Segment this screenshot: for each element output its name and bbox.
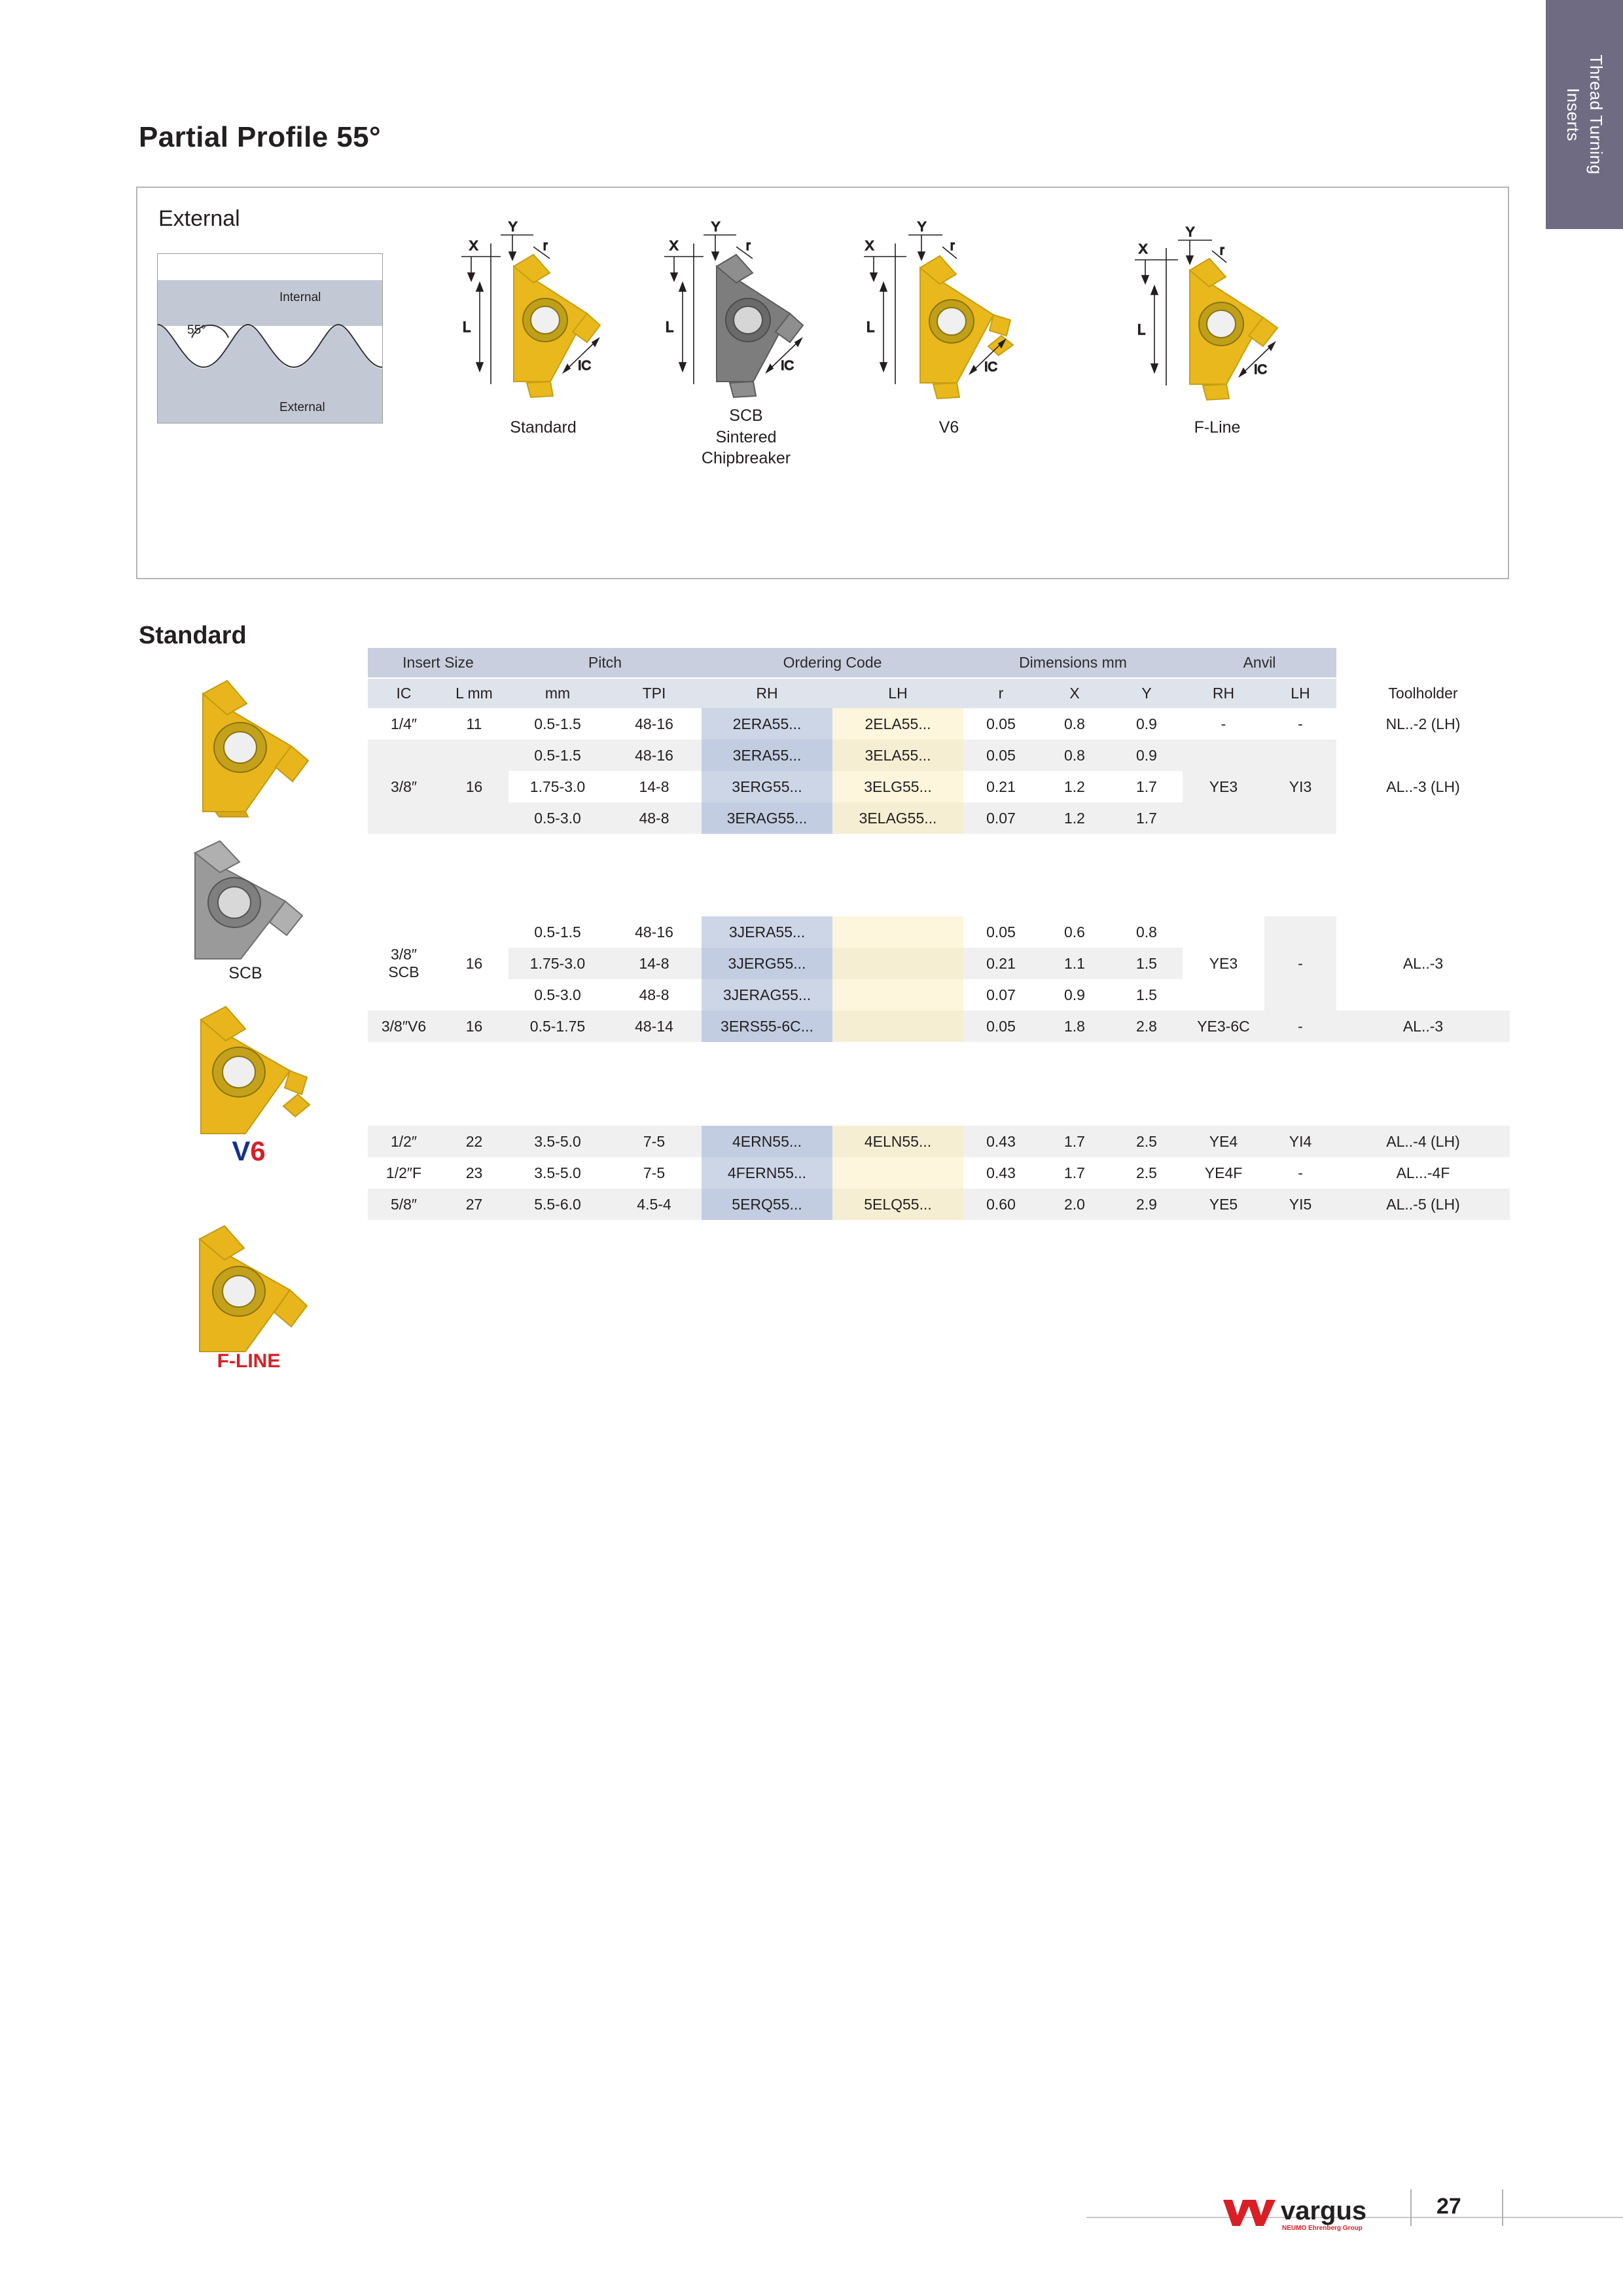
cell-rh-code: 3ERA55... — [702, 740, 832, 771]
footer-bar-left — [1410, 2189, 1412, 2226]
group-header-blank — [1336, 648, 1510, 678]
svg-text:X: X — [865, 239, 874, 253]
cell-anvil-rh: YE4F — [1204, 1164, 1243, 1181]
table-row — [368, 1011, 1510, 1042]
cell-r: 0.05 — [963, 1011, 1039, 1042]
scb-image-caption: SCB — [228, 964, 262, 982]
cell-y: 1.7 — [1111, 802, 1183, 834]
page-number: 27 — [1436, 2194, 1461, 2219]
cell-anvil-lh: YI3 — [1264, 740, 1336, 834]
figure-standard-caption: Standard — [510, 418, 577, 437]
cell-tpi: 48-16 — [607, 740, 702, 771]
cell-x: 1.2 — [1039, 802, 1111, 834]
svg-text:55°: 55° — [187, 323, 206, 337]
page-title: Partial Profile 55° — [139, 121, 382, 153]
table-row — [368, 740, 1510, 771]
standard-spec-table-wrapper — [368, 648, 1510, 1220]
cell-l: 23 — [465, 1164, 483, 1181]
cell-mm: 0.5-1.5 — [534, 715, 581, 732]
cell-y: 2.8 — [1111, 1011, 1183, 1042]
cell-tpi: 7-5 — [643, 1164, 666, 1181]
subheader-anvil-rh: RH — [1183, 678, 1264, 708]
svg-text:IC: IC — [781, 359, 794, 373]
cell-y: 0.9 — [1111, 740, 1183, 771]
table-row — [368, 708, 1510, 740]
cell-mm: 0.5-1.5 — [534, 923, 581, 941]
subheader-rh: RH — [702, 678, 832, 708]
figure-fline-caption: F-Line — [1194, 418, 1241, 437]
external-label: External — [158, 206, 240, 231]
cell-r: 0.05 — [963, 740, 1039, 771]
svg-text:X: X — [669, 239, 679, 253]
cell-x: 0.6 — [1064, 923, 1085, 941]
subheader-toolholder: Toolholder — [1336, 678, 1510, 708]
cell-toolholder: AL..-3 (LH) — [1336, 740, 1510, 834]
cell-x: 1.8 — [1039, 1011, 1111, 1042]
cell-lh-code: 5ELQ55... — [832, 1189, 963, 1220]
cell-l: 16 — [465, 954, 483, 972]
cell-mm: 1.75-3.0 — [508, 948, 607, 979]
cell-y: 2.5 — [1136, 1164, 1157, 1181]
cell-rh-code: 4ERN55... — [702, 1126, 832, 1157]
cell-lh-code: 4ELN55... — [832, 1126, 963, 1157]
cell-r: 0.43 — [986, 1164, 1016, 1181]
subheader-tpi: TPI — [607, 678, 702, 708]
cell-r: 0.07 — [963, 802, 1039, 834]
subheader-y: Y — [1111, 678, 1183, 708]
cell-r: 0.05 — [986, 715, 1016, 732]
group-header-insert-size: Insert Size — [368, 648, 508, 678]
table-row — [368, 1126, 1510, 1157]
subheader-l-mm: L mm — [440, 678, 508, 708]
thread-cross-section-diagram — [157, 253, 383, 423]
group-header-dimensions: Dimensions mm — [963, 648, 1183, 678]
cell-x: 2.0 — [1039, 1189, 1111, 1220]
svg-text:Internal: Internal — [279, 291, 321, 304]
cell-y: 0.8 — [1136, 923, 1157, 941]
cell-mm: 0.5-3.0 — [508, 802, 607, 834]
section-heading-standard: Standard — [139, 622, 247, 649]
cell-lh-code — [832, 948, 963, 979]
svg-text:L: L — [666, 319, 674, 335]
svg-text:External: External — [279, 401, 325, 414]
footer-bar-right — [1502, 2189, 1503, 2226]
cell-anvil-lh: - — [1298, 1164, 1303, 1181]
svg-text:X: X — [469, 239, 478, 253]
subheader-anvil-lh: LH — [1264, 678, 1336, 708]
cell-anvil-lh: - — [1298, 715, 1303, 732]
cell-ic: 5/8″ — [368, 1189, 440, 1220]
cell-r: 0.21 — [986, 778, 1016, 795]
cell-anvil-rh: YE5 — [1183, 1189, 1264, 1220]
cell-toolholder: AL..-3 — [1336, 1011, 1510, 1042]
cell-anvil-lh: - — [1264, 1011, 1336, 1042]
cell-y: 0.9 — [1136, 715, 1157, 732]
cell-ic: 1/2″F — [385, 1164, 422, 1181]
figure-scb-caption-line2: Sintered — [715, 427, 777, 446]
table-row — [368, 1157, 1510, 1189]
cell-tpi: 4.5-4 — [607, 1189, 702, 1220]
scb-insert-image — [164, 828, 327, 982]
cell-y: 1.5 — [1111, 948, 1183, 979]
cell-r: 0.43 — [963, 1126, 1039, 1157]
svg-text:r: r — [746, 239, 751, 253]
cell-x: 1.2 — [1064, 778, 1085, 795]
cell-anvil-rh: YE3-6C — [1183, 1011, 1264, 1042]
cell-ic: 1/2″ — [368, 1126, 440, 1157]
cell-x: 0.9 — [1064, 986, 1085, 1003]
group-header-pitch: Pitch — [508, 648, 702, 678]
fline-insert-image — [167, 1214, 330, 1372]
cell-r: 0.05 — [986, 923, 1016, 941]
svg-text:r: r — [543, 239, 548, 253]
cell-ic-line2: SCB — [388, 963, 419, 980]
cell-anvil-lh: YI4 — [1264, 1126, 1336, 1157]
figure-scb-caption-line3: Chipbreaker — [701, 449, 791, 467]
subheader-ic: IC — [368, 678, 440, 708]
svg-text:NEUMO Ehrenberg Group: NEUMO Ehrenberg Group — [1282, 2225, 1363, 2232]
cell-x: 1.1 — [1039, 948, 1111, 979]
cell-tpi: 14-8 — [639, 778, 669, 795]
cell-x: 0.8 — [1064, 715, 1085, 732]
cell-l: 22 — [440, 1126, 508, 1157]
cell-toolholder: AL..-4 (LH) — [1336, 1126, 1510, 1157]
cell-y: 1.5 — [1136, 986, 1157, 1003]
svg-text:Y: Y — [711, 221, 721, 234]
cell-rh-code: 3ERS55-6C... — [702, 1011, 832, 1042]
cell-x: 0.8 — [1039, 740, 1111, 771]
figure-fline — [1106, 221, 1329, 437]
v6-image-caption: V6 — [232, 1136, 266, 1166]
cell-tpi: 48-16 — [635, 923, 673, 941]
side-tab-line2: Inserts — [1563, 88, 1584, 141]
svg-text:r: r — [1220, 243, 1224, 258]
cell-l: 16 — [440, 740, 508, 834]
svg-text:L: L — [866, 319, 875, 335]
cell-lh-code: 2ELA55... — [832, 708, 963, 740]
cell-lh-code — [832, 979, 963, 1011]
svg-text:L: L — [463, 319, 471, 335]
cell-anvil-rh: YE3 — [1183, 740, 1264, 834]
table-spacer — [368, 897, 1510, 916]
figure-standard — [435, 221, 651, 437]
svg-text:IC: IC — [578, 359, 591, 373]
cell-tpi: 48-8 — [607, 802, 702, 834]
cell-toolholder: NL..-2 (LH) — [1385, 715, 1461, 732]
cell-anvil-rh: YE4 — [1183, 1126, 1264, 1157]
cell-x: 1.7 — [1064, 1164, 1085, 1181]
cell-toolholder: AL..-5 (LH) — [1336, 1189, 1510, 1220]
cell-y: 1.7 — [1136, 778, 1157, 795]
cell-l: 16 — [440, 1011, 508, 1042]
svg-text:IC: IC — [1254, 363, 1267, 377]
svg-text:IC: IC — [984, 360, 997, 374]
figure-v6 — [838, 221, 1060, 437]
cell-rh-code: 3JERAG55... — [702, 979, 832, 1011]
cell-r: 0.21 — [963, 948, 1039, 979]
cell-l: 27 — [440, 1189, 508, 1220]
cell-r: 0.07 — [986, 986, 1016, 1003]
svg-text:vargus: vargus — [1281, 2197, 1367, 2225]
table-spacer — [368, 1073, 1510, 1105]
cell-ic: 3/8″V6 — [368, 1011, 440, 1042]
svg-text:Y: Y — [1186, 225, 1195, 240]
cell-tpi: 7-5 — [607, 1126, 702, 1157]
svg-text:Y: Y — [918, 221, 927, 234]
table-row — [368, 1189, 1510, 1220]
cell-tpi: 14-8 — [607, 948, 702, 979]
cell-l: 11 — [466, 715, 482, 732]
cell-mm: 0.5-1.75 — [508, 1011, 607, 1042]
cell-r: 0.60 — [963, 1189, 1039, 1220]
cell-mm: 3.5-5.0 — [508, 1126, 607, 1157]
cell-y: 2.9 — [1111, 1189, 1183, 1220]
cell-anvil-lh: - — [1264, 916, 1336, 1011]
figure-v6-caption: V6 — [938, 418, 959, 437]
cell-toolholder: AL...-4F — [1396, 1164, 1450, 1181]
cell-ic — [368, 916, 440, 1011]
subheader-x: X — [1039, 678, 1111, 708]
svg-text:X: X — [1139, 242, 1148, 257]
cell-mm: 0.5-1.5 — [508, 740, 607, 771]
cell-ic: 3/8″ — [368, 740, 440, 834]
fline-image-caption: F-LINE — [217, 1350, 281, 1372]
cell-anvil-rh: - — [1221, 715, 1226, 732]
cell-lh-code — [832, 1157, 963, 1189]
standard-insert-image — [167, 668, 330, 821]
vargus-logo — [1221, 2189, 1404, 2235]
table-group-header-row — [368, 648, 1510, 678]
cell-lh-code: 3ELA55... — [832, 740, 963, 771]
cell-lh-code: 3ELAG55... — [832, 802, 963, 834]
group-header-anvil: Anvil — [1183, 648, 1336, 678]
subheader-r: r — [963, 678, 1039, 708]
table-spacer — [368, 1042, 1510, 1073]
subheader-mm: mm — [508, 678, 607, 708]
cell-lh-code — [832, 916, 963, 948]
cell-toolholder: AL..-3 — [1402, 954, 1444, 972]
cell-rh-code: 3ERAG55... — [702, 802, 832, 834]
table-spacer — [368, 865, 1510, 897]
svg-text:r: r — [950, 239, 955, 253]
cell-mm: 0.5-3.0 — [534, 986, 581, 1003]
table-sub-header-row — [368, 678, 1510, 708]
table-spacer — [368, 834, 1510, 865]
side-tab-line1: Thread Turning — [1586, 54, 1607, 175]
cell-mm: 1.75-3.0 — [529, 778, 586, 795]
cell-anvil-lh: YI5 — [1264, 1189, 1336, 1220]
cell-ic: 1/4″ — [390, 715, 418, 732]
cell-y: 2.5 — [1111, 1126, 1183, 1157]
svg-text:L: L — [1137, 321, 1146, 338]
cell-rh-code: 5ERQ55... — [702, 1189, 832, 1220]
subheader-lh: LH — [832, 678, 963, 708]
cell-mm: 5.5-6.0 — [508, 1189, 607, 1220]
side-tab-text — [1561, 54, 1607, 174]
v6-insert-image — [167, 995, 330, 1166]
standard-spec-table — [368, 648, 1510, 1220]
profile-illustration-box — [136, 187, 1509, 579]
cell-lh-code — [832, 1011, 963, 1042]
group-header-ordering-code: Ordering Code — [702, 648, 963, 678]
cell-x: 1.7 — [1039, 1126, 1111, 1157]
cell-anvil-rh: YE3 — [1209, 954, 1238, 972]
cell-ic-line1: 3/8″ — [390, 946, 418, 963]
side-tab-thread-turning-inserts — [1546, 0, 1623, 229]
cell-mm: 3.5-5.0 — [534, 1164, 581, 1181]
figure-scb-caption-line1: SCB — [729, 406, 763, 425]
cell-rh-code: 3ERG55... — [702, 771, 832, 802]
figure-scb — [638, 221, 854, 467]
cell-rh-code: 3JERA55... — [702, 916, 832, 948]
svg-text:Y: Y — [508, 221, 518, 234]
cell-rh-code: 3JERG55... — [702, 948, 832, 979]
table-spacer — [368, 1105, 1510, 1126]
cell-tpi: 48-14 — [607, 1011, 702, 1042]
cell-rh-code: 2ERA55... — [702, 708, 832, 740]
cell-rh-code: 4FERN55... — [702, 1157, 832, 1189]
cell-lh-code: 3ELG55... — [832, 771, 963, 802]
table-row — [368, 916, 1510, 948]
cell-tpi: 48-8 — [639, 986, 669, 1003]
figure-scb-caption — [638, 405, 854, 469]
cell-tpi: 48-16 — [635, 715, 673, 732]
